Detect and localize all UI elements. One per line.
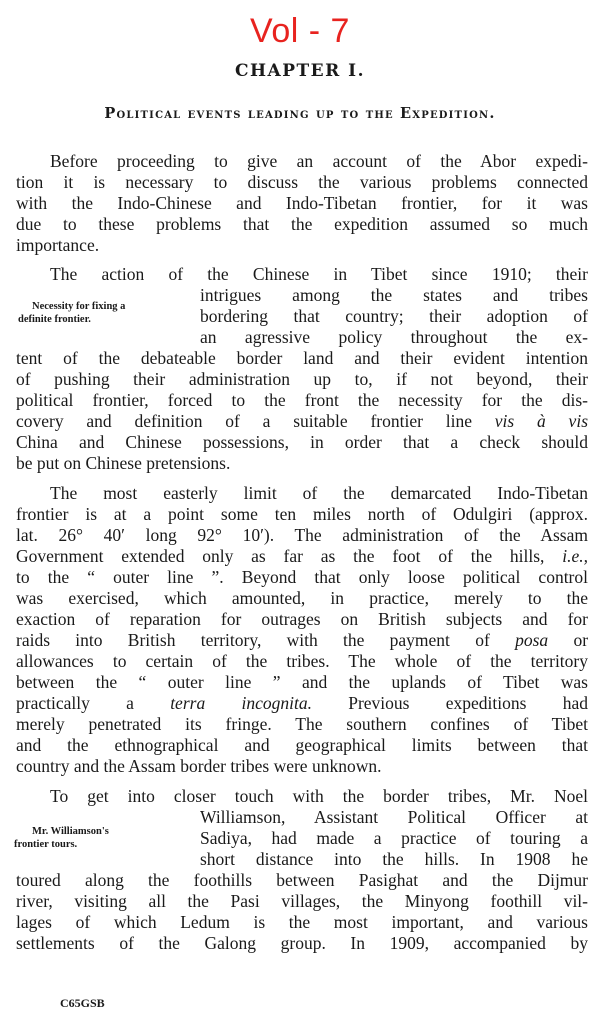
volume-watermark: Vol - 7 — [250, 12, 350, 50]
text-run: Government extended only as far as the foot of the hills, — [16, 546, 545, 566]
text-line: tion it is necessary to discuss the various problems connected — [16, 172, 588, 192]
text-line: country and the Assam border tribes were unknown. — [16, 756, 382, 776]
text-line: allowances to certain of the tribes. The whole of the territory — [16, 651, 588, 671]
text-line: tent of the debateable border land and their evident intention — [16, 348, 588, 368]
text-line: China and Chinese possessions, in order that a check should — [16, 432, 588, 452]
text-line: exaction of reparation for outrages on British subjects and for — [16, 609, 588, 629]
text-line: Sadiya, had made a practice of touring a — [200, 828, 588, 848]
text-run-italic: terra incognita. — [170, 693, 312, 713]
text-line: lat. 26° 40′ long 92° 10′). The administration of the Assam — [16, 525, 588, 545]
text-run: practically a — [16, 693, 134, 713]
text-line: The most easterly limit of the demarcated Indo-Tibetan — [50, 483, 588, 503]
text-line: was exercised, which amounted, in practice, merely to the — [16, 588, 588, 608]
text-line — [16, 630, 588, 651]
text-line: due to these problems that the expedition assumed so much — [16, 214, 588, 234]
margin-note: definite frontier. — [18, 314, 91, 325]
text-line: Williamson, Assistant Political Officer at — [200, 807, 588, 827]
text-run: or — [573, 630, 589, 650]
text-run-italic: posa — [515, 630, 549, 650]
text-line: of pushing their administration up to, if not beyond, their — [16, 369, 588, 389]
printer-code: C65GSB — [60, 996, 105, 1010]
text-line: bordering that country; their adoption of — [200, 306, 588, 326]
text-line: river, visiting all the Pasi villages, the Minyong foothill vil- — [16, 891, 588, 911]
text-line: be put on Chinese pretensions. — [16, 453, 231, 473]
text-line — [16, 693, 588, 714]
text-line — [16, 411, 588, 432]
text-line: The action of the Chinese in Tibet since 1910; their — [50, 264, 588, 284]
chapter-heading: Political events leading up to the Expedition. — [104, 105, 496, 122]
text-run-italic: i.e., — [562, 546, 588, 566]
text-line: To get into closer touch with the border tribes, Mr. Noel — [50, 786, 588, 806]
text-line: importance. — [16, 235, 100, 255]
text-line — [16, 546, 588, 567]
text-line: short distance into the hills. In 1908 he — [200, 849, 588, 869]
text-line: Before proceeding to give an account of the Abor expedi- — [50, 151, 588, 171]
text-line: an agressive policy throughout the ex- — [200, 327, 588, 347]
text-line: to the “ outer line ”. Beyond that only loose political control — [16, 567, 588, 587]
text-line: and the ethnographical and geographical limits between that — [16, 735, 588, 755]
text-line: with the Indo-Chinese and Indo-Tibetan frontier, for it was — [16, 193, 588, 213]
text-line: merely penetrated its fringe. The southern confines of Tibet — [16, 714, 588, 734]
text-line: frontier is at a point some ten miles north of Odulgiri (approx. — [16, 504, 588, 524]
margin-note: frontier tours. — [14, 839, 78, 850]
chapter-title: CHAPTER I. — [234, 61, 366, 81]
text-run: covery and definition of a suitable frontier line — [16, 411, 472, 431]
margin-note: Mr. Williamson's — [32, 826, 109, 837]
text-line: settlements of the Galong group. In 1909, accompanied by — [16, 933, 588, 953]
text-run: Previous expeditions had — [348, 693, 588, 713]
text-line: toured along the foothills between Pasighat and the Dijmur — [16, 870, 588, 890]
text-line: political frontier, forced to the front the necessity for the dis- — [16, 390, 588, 410]
text-line: between the “ outer line ” and the uplands of Tibet was — [16, 672, 588, 692]
text-line: lages of which Ledum is the most important, and various — [16, 912, 588, 932]
text-run-italic: vis à vis — [494, 411, 588, 431]
margin-note: Necessity for fixing a — [32, 301, 126, 312]
text-line: intrigues among the states and tribes — [200, 285, 588, 305]
text-run: raids into British territory, with the payment of — [16, 630, 490, 650]
